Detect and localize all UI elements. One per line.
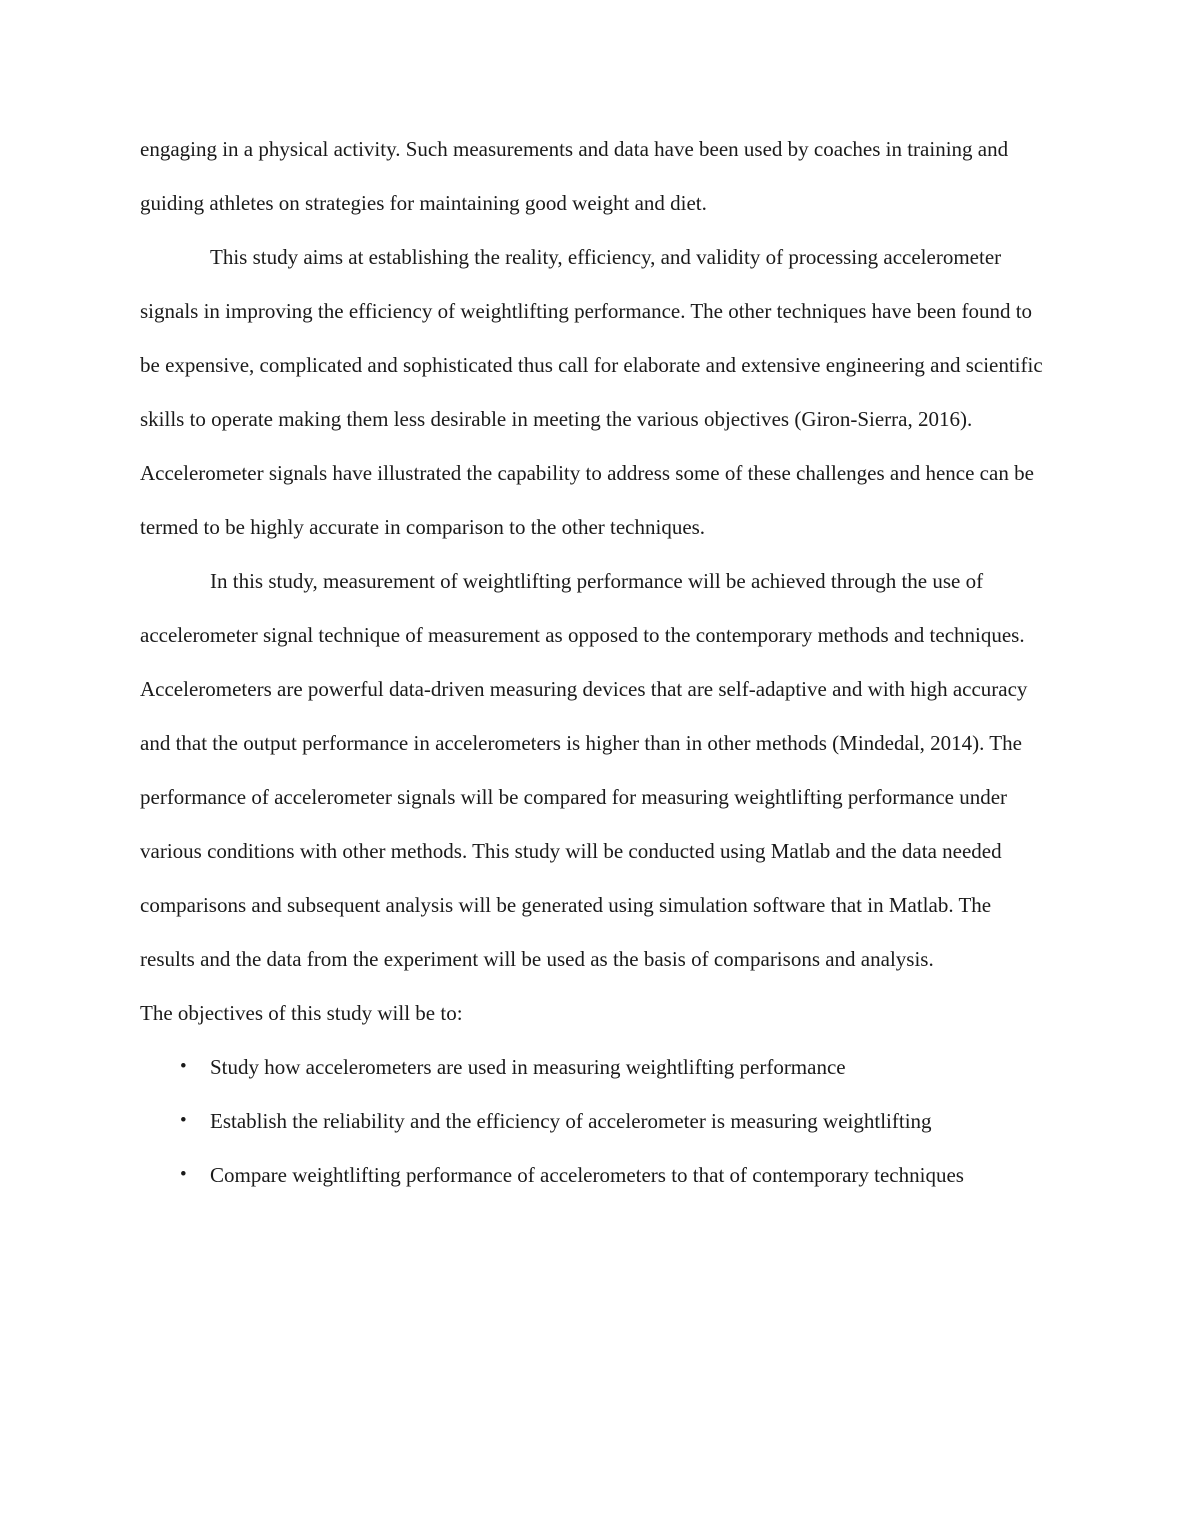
- objectives-list: [140, 1040, 1050, 1202]
- bullet-text: Study how accelerometers are used in measuring weightlifting performance: [210, 1055, 846, 1079]
- paragraph-measurement-method: In this study, measurement of weightlifting performance will be achieved through the use of accelerometer signal technique of measurement as opposed to the contemporary methods and techniques. Accelerometers are powerful data-driven measuring devices that are self-adaptive and with high accuracy and that the output performance in accelerometers is higher than in other methods (Mindedal, 2014). The performance of accelerometer signals will be compared for measuring weightlifting performance under various conditions with other methods. This study will be conducted using Matlab and the data needed comparisons and subsequent analysis will be generated using simulation software that in Matlab. The results and the data from the experiment will be used as the basis of comparisons and analysis.: [140, 569, 1028, 971]
- bullet-text: Establish the reliability and the efficiency of accelerometer is measuring weightlifting: [210, 1109, 932, 1133]
- bullet-text: Compare weightlifting performance of accelerometers to that of contemporary techniques: [210, 1163, 964, 1187]
- bullet-icon: •: [180, 1110, 187, 1131]
- paragraph-continuation: engaging in a physical activity. Such measurements and data have been used by coaches in training and guiding athletes on strategies for maintaining good weight and diet.: [140, 137, 1009, 215]
- objectives-intro: The objectives of this study will be to:: [140, 1001, 463, 1025]
- list-item: [180, 1040, 1050, 1094]
- bullet-icon: •: [180, 1164, 187, 1185]
- paragraph-study-aims: This study aims at establishing the reality, efficiency, and validity of processing accelerometer signals in improving the efficiency of weightlifting performance. The other techniques have been found to be expensive, complicated and sophisticated thus call for elaborate and extensive engineering and scientific skills to operate making them less desirable in meeting the various objectives (Giron-Sierra, 2016). Accelerometer signals have illustrated the capability to address some of these challenges and hence can be termed to be highly accurate in comparison to the other techniques.: [140, 245, 1043, 539]
- bullet-icon: •: [180, 1056, 187, 1077]
- list-item: [180, 1148, 1050, 1202]
- list-item: [180, 1094, 1050, 1148]
